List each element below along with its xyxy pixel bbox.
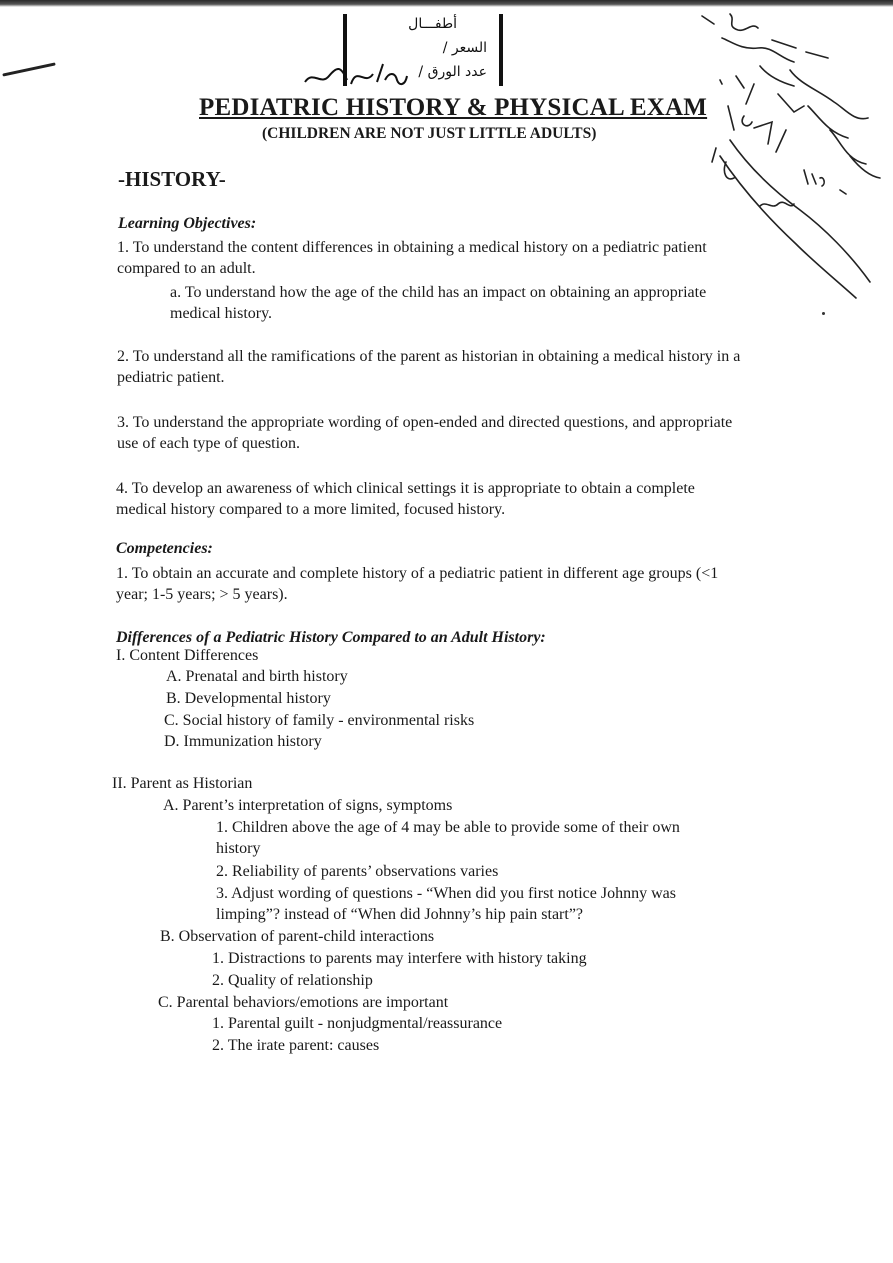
outline-item: A. Parent’s interpretation of signs, symptoms bbox=[163, 797, 453, 814]
learning-objectives-title: Learning Objectives: bbox=[118, 215, 257, 232]
outline-item: II. Parent as Historian bbox=[112, 775, 253, 792]
scan-top-edge bbox=[0, 0, 893, 7]
objective-item: 4. To develop an awareness of which clinical settings it is appropriate to obtain a complete medical history compared to a more limited, focused history. bbox=[116, 480, 695, 518]
stamp-line-3: عدد الورق / bbox=[418, 64, 487, 80]
outline-item: 3. Adjust wording of questions - “When did you first notice Johnny was bbox=[216, 885, 676, 902]
outline-item: 1. Parental guilt - nonjudgmental/reassurance bbox=[212, 1015, 503, 1032]
outline-item: history bbox=[216, 840, 261, 857]
outline-item: A. Prenatal and birth history bbox=[166, 668, 348, 685]
outline-item: 2. Quality of relationship bbox=[212, 972, 373, 989]
outline-item: D. Immunization history bbox=[164, 733, 322, 750]
stamp-line-2: السعر / bbox=[442, 40, 487, 56]
outline-item: B. Developmental history bbox=[166, 690, 331, 707]
outline-item: C. Parental behaviors/emotions are important bbox=[158, 994, 449, 1011]
differences-title: Differences of a Pediatric History Compared to an Adult History: bbox=[116, 629, 546, 646]
outline-item: 2. Reliability of parents’ observations varies bbox=[216, 863, 499, 880]
page-title: PEDIATRIC HISTORY & PHYSICAL EXAM bbox=[199, 94, 708, 121]
history-heading: -HISTORY- bbox=[118, 167, 226, 191]
outline-item: B. Observation of parent-child interactions bbox=[160, 928, 435, 945]
library-stamp bbox=[343, 14, 503, 86]
objective-item: 2. To understand all the ramifications of the parent as historian in obtaining a medical history in a pediatric patient. bbox=[117, 348, 741, 386]
competency-item: 1. To obtain an accurate and complete history of a pediatric patient in different age groups (<1 year; 1-5 years; > 5 years). bbox=[116, 565, 719, 603]
competencies-title: Competencies: bbox=[116, 540, 213, 557]
stamp-bar-right bbox=[499, 14, 503, 86]
pen-mark bbox=[2, 62, 55, 76]
outline-item: C. Social history of family - environmental risks bbox=[164, 712, 475, 729]
objective-item: 3. To understand the appropriate wording of open-ended and directed questions, and appropriate use of each type of question. bbox=[117, 414, 733, 452]
objective-subitem: a. To understand how the age of the child has an impact on obtaining an appropriate medical history. bbox=[170, 284, 707, 322]
stray-dot bbox=[822, 312, 825, 315]
outline-item: 2. The irate parent: causes bbox=[212, 1037, 380, 1054]
objective-item: 1. To understand the content differences in obtaining a medical history on a pediatric patient compared to an adult. bbox=[117, 239, 707, 277]
stamp-line-1: أطفـــال bbox=[408, 16, 457, 32]
stamp-handwriting bbox=[303, 56, 413, 92]
page-subtitle: (CHILDREN ARE NOT JUST LITTLE ADULTS) bbox=[262, 125, 597, 142]
outline-item: I. Content Differences bbox=[116, 647, 259, 664]
outline-item: 1. Distractions to parents may interfere with history taking bbox=[212, 950, 587, 967]
outline-item: limping”? instead of “When did Johnny’s hip pain start”? bbox=[216, 906, 584, 923]
outline-item: 1. Children above the age of 4 may be able to provide some of their own bbox=[216, 819, 680, 836]
